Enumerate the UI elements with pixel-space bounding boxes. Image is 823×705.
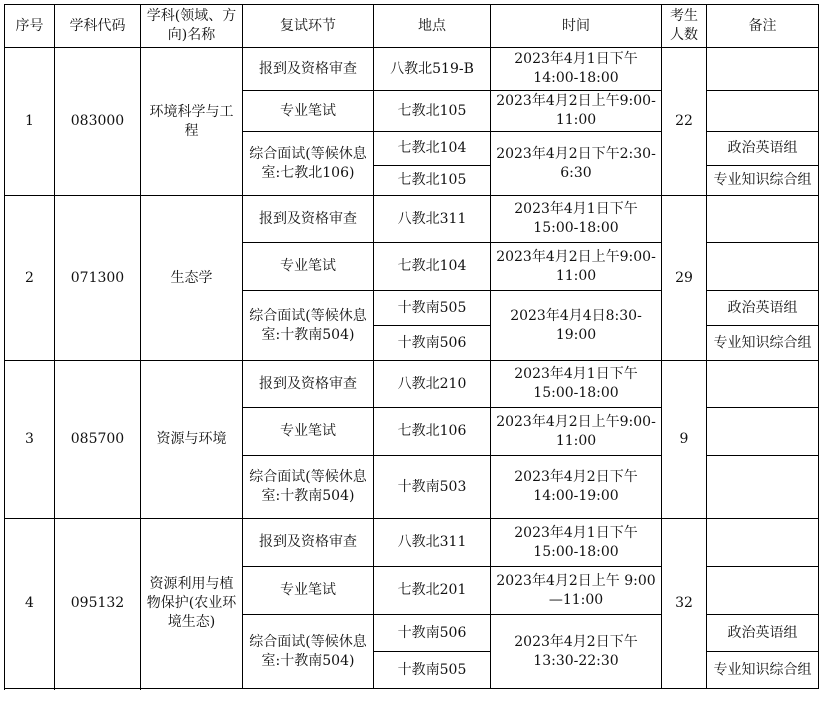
cell-note — [707, 361, 819, 408]
cell-note: 政治英语组 — [707, 615, 819, 652]
cell-time: 2023年4月1日下午14:00-18:00 — [491, 48, 662, 91]
cell-count: 22 — [662, 48, 707, 196]
cell-name: 资源与环境 — [141, 361, 243, 519]
cell-note — [707, 48, 819, 91]
table-row — [5, 196, 819, 243]
cell-location: 七教北106 — [374, 408, 491, 456]
cell-location: 七教北104 — [374, 132, 491, 166]
cell-stage: 报到及资格审查 — [243, 48, 374, 91]
cell-code: 095132 — [55, 519, 141, 689]
cell-location: 八教北519-B — [374, 48, 491, 91]
cell-name: 环境科学与工程 — [141, 48, 243, 196]
cell-note: 政治英语组 — [707, 132, 819, 166]
cell-note — [707, 456, 819, 519]
cell-note — [707, 91, 819, 132]
cell-time: 2023年4月1日下午15:00-18:00 — [491, 196, 662, 243]
cell-stage: 综合面试(等候休息室:十教南504) — [243, 291, 374, 361]
cell-no: 2 — [5, 196, 55, 361]
cell-count: 32 — [662, 519, 707, 689]
cell-time: 2023年4月2日上午9:00-11:00 — [491, 243, 662, 291]
cell-name: 资源利用与植物保护(农业环境生态) — [141, 519, 243, 689]
cell-no: 3 — [5, 361, 55, 519]
table-row — [5, 361, 819, 408]
header-count: 考生人数 — [662, 5, 707, 48]
cell-code: 085700 — [55, 361, 141, 519]
cell-location: 十教南506 — [374, 326, 491, 361]
cell-stage: 专业笔试 — [243, 567, 374, 615]
cell-note — [707, 196, 819, 243]
cell-stage: 综合面试(等候休息室:七教北106) — [243, 132, 374, 196]
retest-schedule-table — [4, 4, 819, 689]
cell-note: 专业知识综合组 — [707, 166, 819, 196]
cell-note — [707, 519, 819, 567]
cell-location: 七教北105 — [374, 91, 491, 132]
cell-location: 十教南503 — [374, 456, 491, 519]
cell-no: 1 — [5, 48, 55, 196]
cell-count: 9 — [662, 361, 707, 519]
cell-stage: 专业笔试 — [243, 408, 374, 456]
cell-note: 政治英语组 — [707, 291, 819, 326]
cell-location: 八教北210 — [374, 361, 491, 408]
cell-location: 八教北311 — [374, 196, 491, 243]
cell-stage: 综合面试(等候休息室:十教南504) — [243, 615, 374, 689]
cell-time: 2023年4月2日下午13:30-22:30 — [491, 615, 662, 689]
cell-time: 2023年4月2日上午 9:00—11:00 — [491, 567, 662, 615]
cell-time: 2023年4月2日上午9:00-11:00 — [491, 91, 662, 132]
cell-location: 七教北104 — [374, 243, 491, 291]
header-time: 时间 — [491, 5, 662, 48]
cell-note — [707, 567, 819, 615]
cell-location: 十教南505 — [374, 652, 491, 689]
cell-time: 2023年4月2日下午14:00-19:00 — [491, 456, 662, 519]
cell-location: 七教北201 — [374, 567, 491, 615]
header-no: 序号 — [5, 5, 55, 48]
header-stage: 复试环节 — [243, 5, 374, 48]
header-code: 学科代码 — [55, 5, 141, 48]
cell-stage: 报到及资格审查 — [243, 196, 374, 243]
cell-stage: 综合面试(等候休息室:十教南504) — [243, 456, 374, 519]
header-location: 地点 — [374, 5, 491, 48]
cell-count: 29 — [662, 196, 707, 361]
header-row — [5, 5, 819, 48]
table-row — [5, 48, 819, 91]
cell-note — [707, 408, 819, 456]
table-row — [5, 519, 819, 567]
cell-location: 十教南505 — [374, 291, 491, 326]
cell-stage: 报到及资格审查 — [243, 519, 374, 567]
cell-code: 071300 — [55, 196, 141, 361]
cell-time: 2023年4月1日下午15:00-18:00 — [491, 361, 662, 408]
cell-time: 2023年4月2日上午9:00-11:00 — [491, 408, 662, 456]
cell-note: 专业知识综合组 — [707, 326, 819, 361]
cell-time: 2023年4月4日8:30-19:00 — [491, 291, 662, 361]
cell-time: 2023年4月1日下午15:00-18:00 — [491, 519, 662, 567]
header-name: 学科(领域、方向)名称 — [141, 5, 243, 48]
cell-code: 083000 — [55, 48, 141, 196]
cell-location: 十教南506 — [374, 615, 491, 652]
cell-location: 八教北311 — [374, 519, 491, 567]
cell-stage: 专业笔试 — [243, 243, 374, 291]
cell-location: 七教北105 — [374, 166, 491, 196]
cell-note — [707, 243, 819, 291]
cell-stage: 专业笔试 — [243, 91, 374, 132]
cell-time: 2023年4月2日下午2:30-6:30 — [491, 132, 662, 196]
header-notes: 备注 — [707, 5, 819, 48]
cell-name: 生态学 — [141, 196, 243, 361]
cell-note: 专业知识综合组 — [707, 652, 819, 689]
cell-stage: 报到及资格审查 — [243, 361, 374, 408]
cell-no: 4 — [5, 519, 55, 689]
